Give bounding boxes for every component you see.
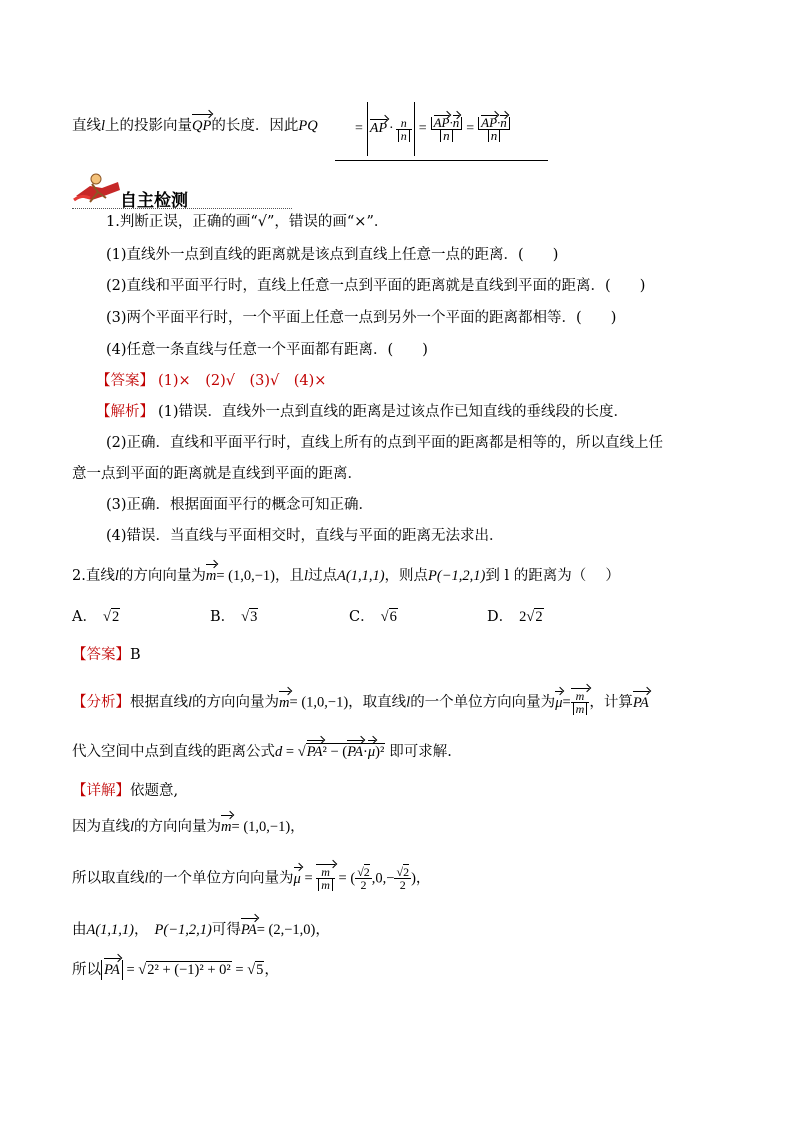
q2-answer <box>72 645 141 665</box>
q2-detail-2-eq2: = ( <box>334 870 356 887</box>
q2-detail-1-mval: = (1,0,−1) <box>231 819 291 835</box>
frac-den-n: n <box>398 130 410 142</box>
q1-item-2: (2)直线和平面平行时，直线上任意一点到平面的距离就是直线到平面的距离．( ) <box>106 278 646 294</box>
option-d-radicand: 2 <box>535 609 543 625</box>
q2-detail-3b: ， <box>134 922 149 938</box>
q2-stem-c: ，且 <box>275 568 304 584</box>
option-c-label: C． <box>349 609 375 625</box>
q2-option-c <box>349 607 398 627</box>
eq-3: = <box>466 121 475 136</box>
q2-detail-4 <box>72 960 279 980</box>
option-b-value: √3 <box>241 609 258 625</box>
q1-analysis-line-5: (4)错误．当直线与平面相交时，直线与平面的距离无法求出． <box>106 528 504 544</box>
q2-df-pa-2: PA <box>347 744 363 760</box>
q2-analysis-frac-num: m <box>571 690 590 703</box>
q2-detail-2b: 的一个单位方向向量为 <box>148 870 294 887</box>
eq-2: = <box>418 121 427 136</box>
vector-ap-1: AP <box>369 121 388 136</box>
vector-ap-3: AP <box>481 114 498 130</box>
section-title: 自主检测 <box>120 191 188 211</box>
q2-s2a-den: 2 <box>360 878 367 892</box>
q2-detail-1c: ， <box>290 819 305 835</box>
q1-answer-value: (1)× (2)√ (3)√ (4)× <box>158 373 327 389</box>
q2-analysis-mu: μ <box>555 694 563 711</box>
option-b-radicand: 3 <box>250 609 258 625</box>
q1-analysis-line-1 <box>96 402 628 422</box>
q2-detail-2-close: ) <box>411 870 416 887</box>
q2-detail-4-sqrt: √2² + (−1)² + 0² <box>138 962 231 978</box>
q2-analysis-pa: PA <box>632 694 649 711</box>
q2-analysis-c: ，取直线 <box>348 694 407 711</box>
q2-detail-4b: ， <box>264 962 279 978</box>
q2-analysis-unit-frac <box>571 690 590 715</box>
q2-unit-vec-mid: ,0,− <box>371 870 395 887</box>
vector-qp: QP <box>192 118 212 134</box>
vector-n-3: n <box>500 114 507 130</box>
eq-1: = <box>355 121 363 136</box>
q1-analysis-line-3: 意一点到平面的距离就是直线到平面的距离． <box>72 466 362 482</box>
option-d-value: √2 <box>526 609 543 625</box>
section-header <box>72 168 292 211</box>
frac-3 <box>478 114 510 143</box>
q2-detail-2-num: m <box>316 866 335 879</box>
q2-stem-f: 到 l 的距离为（ ） <box>485 568 620 584</box>
frac-num-n: n <box>396 117 412 130</box>
q2-analysis-d: 的一个单位方向向量为 <box>410 694 556 711</box>
q2-detail-1-m: m <box>221 819 232 835</box>
section-dotted-rule <box>72 208 292 209</box>
frac-2-den: n <box>440 130 453 142</box>
q1-analysis-label: 【解析】 <box>96 404 154 420</box>
q1-answer <box>96 371 326 391</box>
q2-stem <box>72 566 620 586</box>
q2-var-l2: l <box>304 568 309 584</box>
option-d-coef: 2 <box>519 609 527 625</box>
frac-3-den: n <box>488 130 501 142</box>
q2-analysis-line-2 <box>72 742 452 762</box>
q2-analysis-l2: l <box>406 694 411 711</box>
q2-detail-2-den: m <box>318 879 333 891</box>
q2-detail-1-l: l <box>130 819 135 835</box>
q2-analysis-frac-den: m <box>573 703 588 715</box>
q2-distance-radicand: PA² − (PA·μ)² <box>306 744 385 760</box>
q2-analysis-label: 【分析】 <box>72 694 130 711</box>
q2-detail-3c: 可得 <box>211 922 241 938</box>
q2-detail-3-pa: A(1,1,1) <box>86 922 135 938</box>
q2-d-eq: = <box>282 744 298 760</box>
q2-s2a-num: 2 <box>363 865 370 879</box>
top-text-after: 的长度．因此 <box>211 118 299 134</box>
frac-2-num: AP·n <box>431 117 463 130</box>
q2-detail-3-pa-val: = (2,−1,0) <box>256 922 316 938</box>
option-c-radicand: 6 <box>389 609 397 625</box>
q2-answer-label: 【答案】 <box>72 647 130 663</box>
q2-var-d: d <box>275 744 283 760</box>
q2-detail-3 <box>72 920 330 940</box>
q2-detail-3d: ， <box>315 922 330 938</box>
q1-analysis-text-1: (1)错误．直线外一点到直线的距离是过该点作已知直线的垂线段的长度． <box>158 404 629 420</box>
abs-expr-1: AP · $\frac{n}{n}$ <box>367 102 415 156</box>
q2-point-p: P(−1,2,1) <box>428 568 486 584</box>
q2-detail-1b: 的方向向量为 <box>134 819 222 835</box>
q1-item-3: (3)两个平面平行时，一个平面上任意一点到另外一个平面的距离都相等．( ) <box>106 310 617 326</box>
option-a-value: √2 <box>102 609 120 625</box>
q2-detail-2-l: l <box>144 870 149 887</box>
q2-detail-2-sqrt2-a: $\frac{√2}{2}$ <box>357 865 370 892</box>
q2-option-a <box>72 607 120 627</box>
frac-2 <box>431 114 463 143</box>
q2-analysis-b: 的方向向量为 <box>192 694 280 711</box>
q1-item-4: (4)任意一条直线与任意一个平面都有距离．( ) <box>106 342 428 358</box>
q2-detail-4a: 所以 <box>72 962 101 978</box>
q2-analysis-a: 根据直线 <box>130 694 188 711</box>
q2-detail-intro-text: 依题意, <box>130 783 179 799</box>
q2-analysis-m-val: = (1,0,−1) <box>289 694 349 711</box>
q2-analysis-line-1 <box>72 690 649 715</box>
q2-detail-2-sqrt2-b: $\frac{√2}{2}$ <box>396 865 410 892</box>
q2-point-a: A(1,1,1) <box>337 568 385 584</box>
option-b-label: B． <box>210 609 236 625</box>
var-pq: PQ <box>298 118 318 134</box>
q2-stem-b: 的方向向量为 <box>118 568 206 584</box>
q2-df-mu: μ <box>367 744 376 760</box>
top-text-mid: 上的投影向量 <box>105 118 193 134</box>
var-l: l <box>101 118 106 134</box>
q2-detail-2-eq: = <box>300 870 317 887</box>
q2-detail-4-eq: = <box>122 962 139 978</box>
q2-stem-a: 2.直线 <box>72 568 115 584</box>
pq-formula <box>355 100 510 158</box>
q2-detail-4-radicand: 5 <box>256 962 264 978</box>
q2-stem-d: 过点 <box>308 568 338 584</box>
q2-detail-3-vec-pa: PA <box>240 922 257 938</box>
q2-var-l: l <box>114 568 119 584</box>
q2-detail-2-mu: μ <box>293 870 301 887</box>
q2-detail-4-pa: PA <box>104 962 120 978</box>
q2-analysis-line2-b: 即可求解. <box>389 744 452 760</box>
q2-option-d <box>487 607 544 627</box>
vector-ap-2: AP <box>433 114 450 130</box>
q2-option-b <box>210 607 258 627</box>
q2-df-pa: PA <box>306 744 323 760</box>
q2-analysis-line2-a: 代入空间中点到直线的距离公式 <box>72 744 275 760</box>
q2-stem-e: ，则点 <box>384 568 429 584</box>
q2-distance-formula: √PA² − (PA·μ)² <box>297 744 385 760</box>
option-a-radicand: 2 <box>111 609 120 625</box>
q1-answer-label: 【答案】 <box>96 373 154 389</box>
q2-detail-2c: ， <box>415 870 431 887</box>
q2-detail-4-norm <box>101 960 123 980</box>
q2-s2b-num: 2 <box>403 865 410 879</box>
runner-icon <box>72 170 124 208</box>
q2-detail-4-expr: 2² + (−1)² + 0² <box>147 962 231 978</box>
q2-detail-2 <box>72 866 430 891</box>
q1-analysis-line-2: (2)正确．直线和平面平行时，直线上所有的点到平面的距离都是相等的，所以直线上任 <box>106 435 664 451</box>
q2-m-value: = (1,0,−1) <box>216 568 275 584</box>
q1-stem: 1.判断正误，正确的画“√”，错误的画“×”． <box>106 214 389 230</box>
frac-n-over-norm-1 <box>396 117 412 142</box>
q1-item-1: (1)直线外一点到直线的距离就是该点到直线上任意一点的距离．( ) <box>106 247 559 263</box>
formula-underline <box>335 160 548 161</box>
q1-analysis-line-4: (3)正确．根据面面平行的概念可知正确． <box>106 497 374 513</box>
q2-analysis-eq: = <box>562 694 571 711</box>
q2-detail-intro <box>72 781 178 801</box>
q2-detail-3a: 由 <box>72 922 87 938</box>
q2-detail-1 <box>72 817 305 837</box>
q2-detail-4-eq2: = <box>231 962 248 978</box>
vector-n-2: n <box>452 114 460 130</box>
q2-analysis-l1: l <box>188 694 193 711</box>
option-c-value: √6 <box>380 609 397 625</box>
option-d-label: D． <box>487 609 514 625</box>
q2-detail-3-pp: P(−1,2,1) <box>154 922 212 938</box>
frac-3-num: AP·n <box>478 117 510 130</box>
top-formula-line <box>72 116 318 136</box>
q2-detail-2-frac <box>316 866 335 891</box>
q2-detail-1a: 因为直线 <box>72 819 130 835</box>
q2-vector-m: m <box>205 568 217 584</box>
q2-analysis-vec-m: m <box>279 694 290 711</box>
q2-detail-label: 【详解】 <box>72 783 130 799</box>
top-text-prefix: 直线 <box>72 118 101 134</box>
q2-answer-value: B <box>130 647 141 663</box>
option-a-label: A． <box>72 609 97 625</box>
q2-detail-4-result: √5 <box>247 962 264 978</box>
q2-s2b-den: 2 <box>399 878 406 892</box>
q2-analysis-e: ，计算 <box>589 694 633 711</box>
q2-detail-2a: 所以取直线 <box>72 870 145 887</box>
